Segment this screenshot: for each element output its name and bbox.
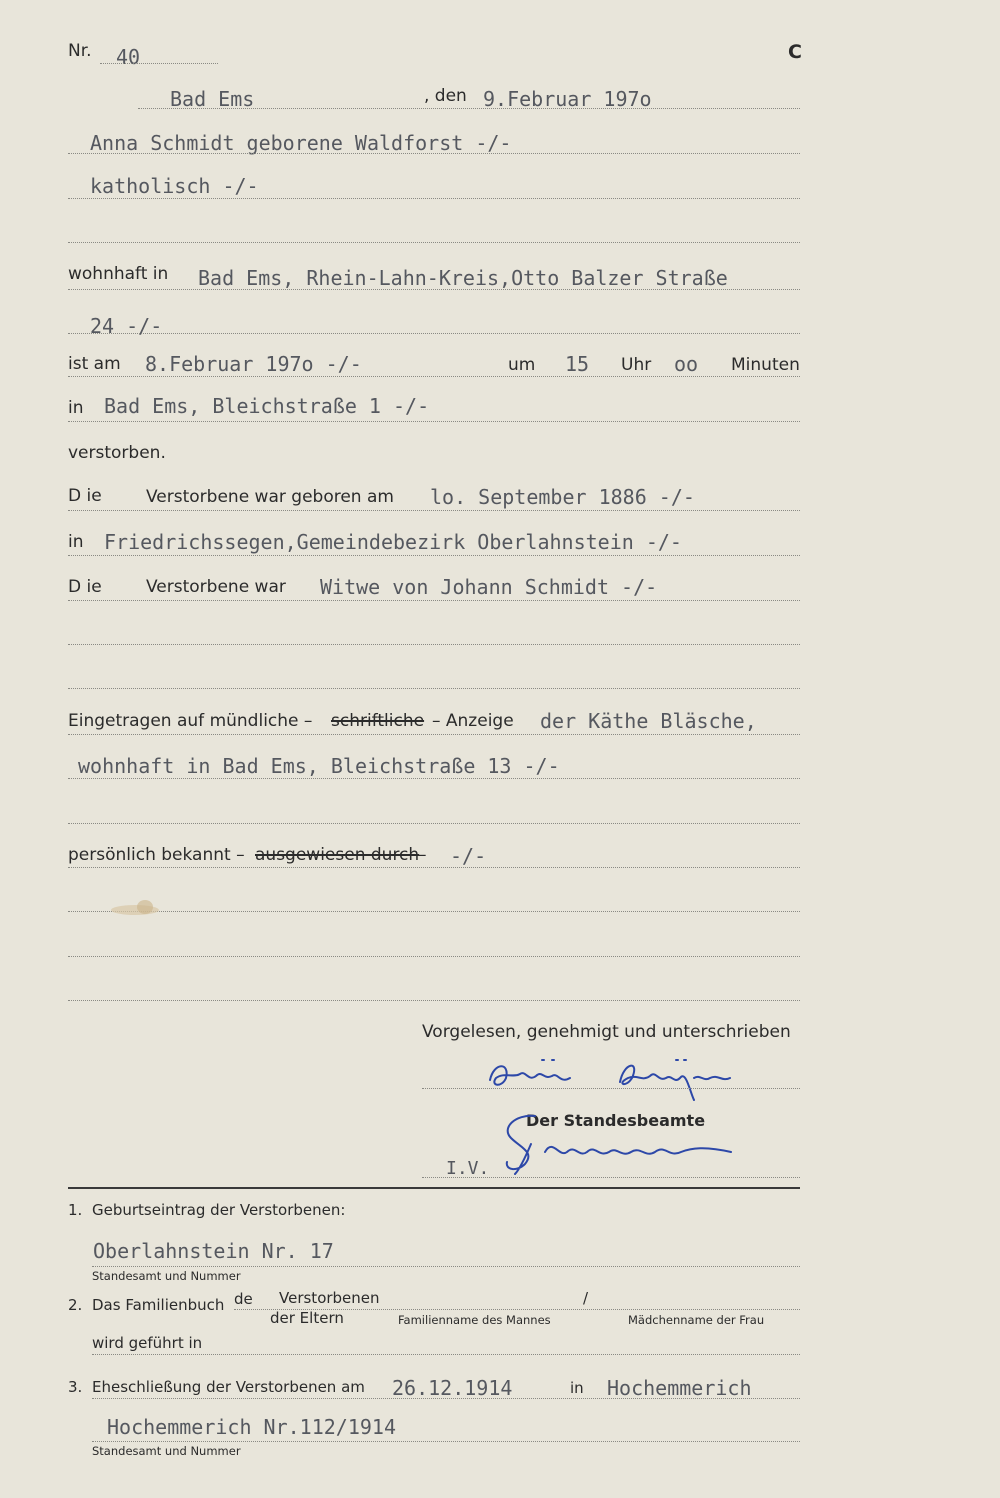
uhr-label: Uhr xyxy=(621,355,652,375)
report-struck: schriftliche xyxy=(331,711,425,731)
death-date-label: ist am xyxy=(68,354,121,374)
iv-label: I.V. xyxy=(446,1158,490,1179)
line-informant-signature xyxy=(422,1088,800,1089)
report-value-1: der Käthe Bläsche, xyxy=(540,709,757,733)
note2-de: de xyxy=(234,1290,253,1308)
residence-value-2: 24 -/- xyxy=(90,314,163,338)
line-identity xyxy=(68,867,800,868)
status-value: Witwe von Johann Schmidt -/- xyxy=(320,575,658,599)
line-blank-3 xyxy=(68,688,800,689)
line-status xyxy=(68,600,800,601)
note2-caption-wife: Mädchenname der Frau xyxy=(628,1313,765,1327)
line-name xyxy=(68,153,800,154)
nr-line xyxy=(100,63,218,64)
birth-date: lo. September 1886 -/- xyxy=(430,485,695,509)
um-label: um xyxy=(508,355,536,375)
note2-label: Das Familienbuch xyxy=(92,1296,225,1314)
line-birth-date xyxy=(68,510,800,511)
note1-caption: Standesamt und Nummer xyxy=(92,1269,241,1283)
note1-label: Geburtseintrag der Verstorbenen: xyxy=(92,1201,346,1219)
line-note3-marriage xyxy=(92,1398,800,1399)
identity-dash: – xyxy=(418,845,427,865)
note3-place: Hochemmerich xyxy=(607,1376,752,1400)
line-note2-names xyxy=(234,1309,800,1310)
line-residence-2 xyxy=(68,333,800,334)
form-letter: C xyxy=(788,41,802,63)
line-note1 xyxy=(92,1266,800,1267)
note3-caption: Standesamt und Nummer xyxy=(92,1444,241,1458)
status-label: Verstorbene war xyxy=(146,577,286,597)
nr-label: Nr. xyxy=(68,41,92,61)
note3-value: Hochemmerich Nr.112/1914 xyxy=(107,1415,396,1439)
informant-signature xyxy=(480,1048,760,1108)
paper-stain xyxy=(105,897,165,923)
read-approved-label: Vorgelesen, genehmigt und unterschrieben xyxy=(422,1022,791,1042)
status-die-label: D ie xyxy=(68,577,102,597)
section-divider xyxy=(68,1187,800,1189)
line-birth-place xyxy=(68,555,800,556)
line-report-1 xyxy=(68,734,800,735)
minuten-label: Minuten xyxy=(731,355,800,375)
note2-caption-husband: Familienname des Mannes xyxy=(398,1313,551,1327)
line-blank-7 xyxy=(68,1000,800,1001)
line-residence-1 xyxy=(68,289,800,290)
birth-place-label: in xyxy=(68,532,84,552)
identity-value: -/- xyxy=(450,844,487,868)
line-blank-5 xyxy=(68,911,800,912)
line-note2 xyxy=(92,1354,800,1355)
line-blank-4 xyxy=(68,823,800,824)
identity-label: persönlich bekannt – xyxy=(68,845,245,865)
death-date: 8.Februar 197o -/- xyxy=(145,352,362,376)
death-place: Bad Ems, Bleichstraße 1 -/- xyxy=(104,394,430,418)
line-official-signature xyxy=(422,1177,800,1178)
death-minute: oo xyxy=(674,352,699,376)
birth-label: Verstorbene war geboren am xyxy=(146,487,394,507)
line-blank-2 xyxy=(68,644,800,645)
residence-label: wohnhaft in xyxy=(68,264,169,284)
place: Bad Ems xyxy=(170,87,255,111)
report-label-prefix: Eingetragen auf mündliche – xyxy=(68,711,313,731)
note2-slash: / xyxy=(583,1289,589,1307)
note2-number: 2. xyxy=(68,1296,83,1314)
identity-struck: ausgewiesen durch xyxy=(255,845,420,865)
residence-value-1: Bad Ems, Rhein-Lahn-Kreis,Otto Balzer Straße xyxy=(198,266,728,290)
death-place-label: in xyxy=(68,398,84,418)
line-date xyxy=(138,108,800,109)
report-value-2: wohnhaft in Bad Ems, Bleichstraße 13 -/- xyxy=(78,754,560,778)
verstorben-label: verstorben. xyxy=(68,443,166,463)
note3-number: 3. xyxy=(68,1378,83,1396)
line-report-2 xyxy=(68,778,800,779)
line-blank-1 xyxy=(68,242,800,243)
line-death-date xyxy=(68,376,800,377)
line-blank-6 xyxy=(68,956,800,957)
line-death-place xyxy=(68,421,800,422)
date: 9.Februar 197o xyxy=(483,87,652,111)
official-label: Der Standesbeamte xyxy=(526,1111,706,1130)
note3-label: Eheschließung der Verstorbenen am xyxy=(92,1378,365,1396)
note1-number: 1. xyxy=(68,1201,83,1219)
note2-option-parents: der Eltern xyxy=(270,1309,344,1327)
line-note3 xyxy=(92,1441,800,1442)
official-signature xyxy=(495,1108,745,1180)
note2-led-label: wird geführt in xyxy=(92,1334,203,1352)
deceased-name: Anna Schmidt geborene Waldforst -/- xyxy=(90,131,512,155)
note3-in: in xyxy=(570,1379,584,1397)
note2-option-deceased: Verstorbenen xyxy=(279,1289,380,1307)
nr-value: 40 xyxy=(116,45,141,69)
note1-value: Oberlahnstein Nr. 17 xyxy=(93,1239,334,1263)
den-label: , den xyxy=(424,86,467,106)
birth-place: Friedrichssegen,Gemeindebezirk Oberlahnstein -/- xyxy=(104,530,682,554)
death-hour: 15 xyxy=(565,352,590,376)
religion: katholisch -/- xyxy=(90,174,259,198)
note3-date: 26.12.1914 xyxy=(392,1376,513,1400)
report-label-suffix: – Anzeige xyxy=(432,711,514,731)
birth-die-label: D ie xyxy=(68,486,102,506)
line-religion xyxy=(68,198,800,199)
